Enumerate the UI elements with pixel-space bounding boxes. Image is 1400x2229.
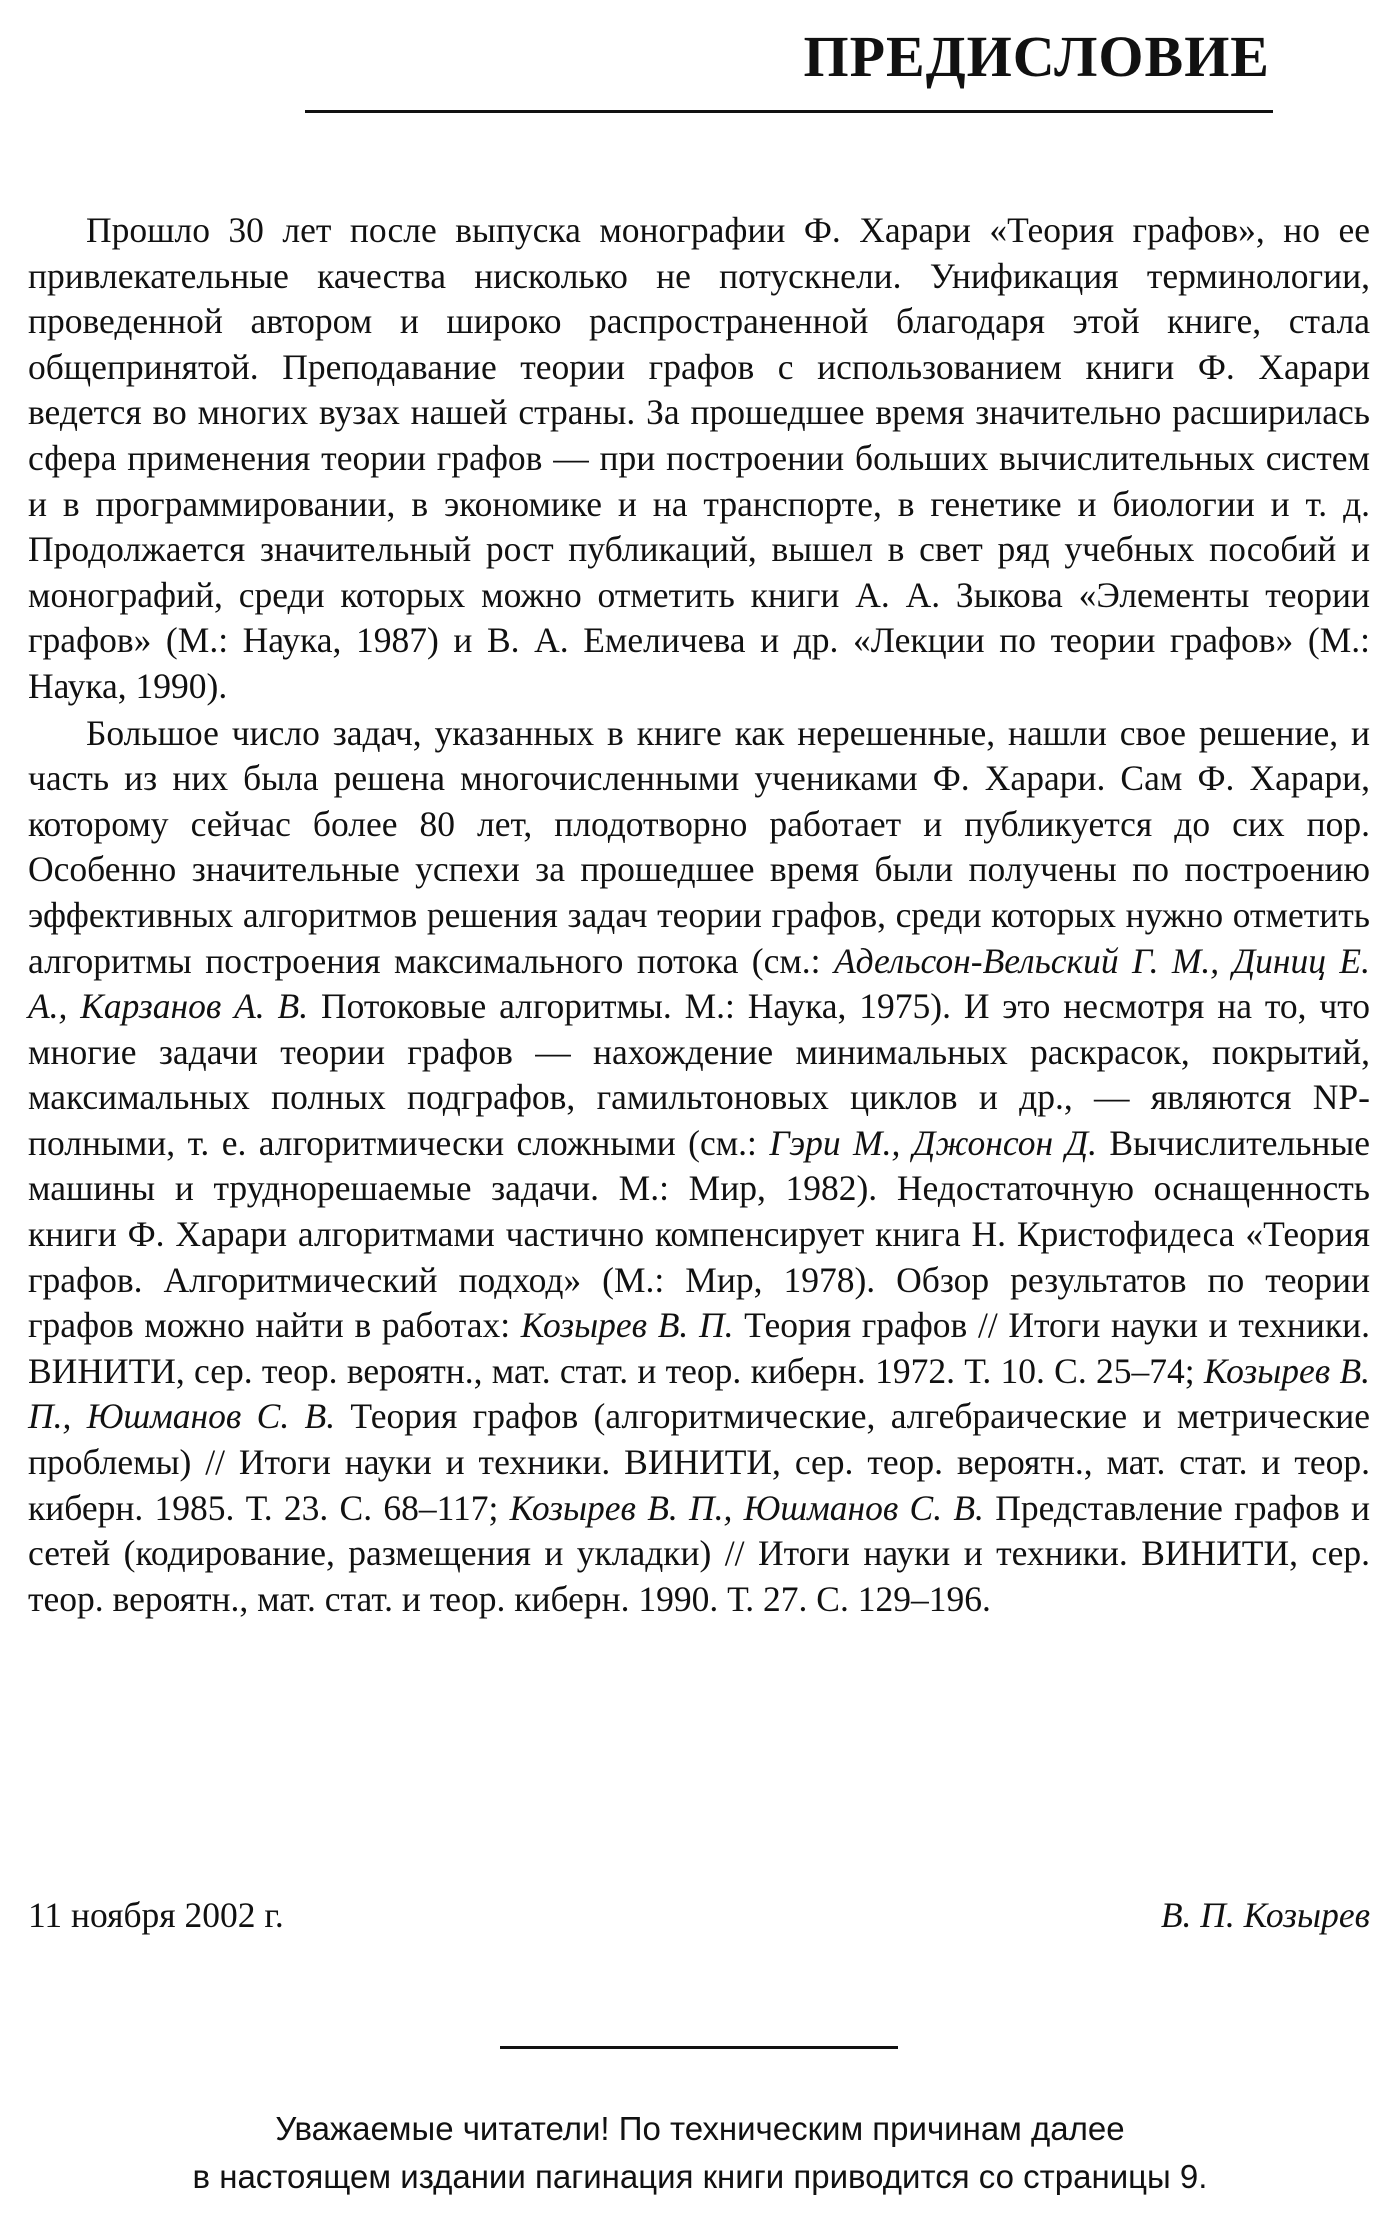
notice-line-2: в настоящем издании пагинация книги приводится со страницы 9.	[192, 2158, 1208, 2195]
text-run: Большое число задач, указанных в книге как нерешенные, нашли свое решение, и часть из них была решена многочисленными учениками Ф. Харари. Сам Ф. Харари, которому сейчас более 80 лет, плодотворно работает и публикуется до сих пор. Особенно значительные успехи за прошедшее время были получены по построению эффективных алгоритмов решения задач теории графов, среди которых нужно отметить алгоритмы построения максимального потока (см.:	[28, 712, 1370, 981]
signature-author: В. П. Козырев	[1160, 1895, 1370, 1935]
text-run: Теория графов (алгоритмические, алгебраические и метрические проблемы) // Итоги науки и техники. ВИНИТИ, сер. теор. вероятн., мат. стат. и теор. киберн. 1985. Т. 23. С. 68–117;	[28, 1396, 1370, 1528]
reader-notice	[60, 2105, 1340, 2201]
signature-row	[28, 1892, 1370, 1938]
italic-reference: Козырев В. П., Юшманов С. В.	[509, 1487, 984, 1528]
italic-reference: Адельсон-Вельский Г. М., Диниц Е. А., Карзанов А. В.	[28, 940, 1370, 1027]
signature-date: 11 ноября 2002 г.	[28, 1895, 284, 1935]
title-divider	[305, 110, 1273, 113]
text-run: Теория графов // Итоги науки и техники. ВИНИТИ, сер. теор. вероятн., мат. стат. и теор. киберн. 1972. Т. 10. С. 25–74;	[28, 1305, 1370, 1391]
preface-body	[28, 208, 1370, 1622]
italic-reference: Гэри М., Джонсон Д.	[769, 1122, 1097, 1163]
text-run: Вычислительные машины и труднорешаемые задачи. М.: Мир, 1982). Недостаточную оснащенность книги Ф. Харари алгоритмами частично компенсирует книга Н. Кристофидеса «Теория графов. Алгоритмический подход» (М.: Мир, 1978). Обзор результатов по теории графов можно найти в работах:	[28, 1122, 1370, 1346]
paragraph-2	[28, 711, 1370, 1623]
text-run: Представление графов и сетей (кодирование, размещения и укладки) // Итоги науки и техники. ВИНИТИ, сер. теор. вероятн., мат. стат. и теор. киберн. 1990. Т. 27. С. 129–196.	[28, 1487, 1371, 1619]
page-title: ПРЕДИСЛОВИЕ	[803, 24, 1270, 89]
italic-reference: Козырев В. П., Юшманов С. В.	[28, 1350, 1371, 1437]
text-run: Прошло 30 лет после выпуска монографии Ф. Харари «Теория графов», но ее привлекательные качества нисколько не потускнели. Унификация терминологии, проведенной автором и широко распространенной благодаря этой книге, стала общепринятой. Преподавание теории графов с использованием книги Ф. Харари ведется во многих вузах нашей страны. За прошедшее время значительно расширилась сфера применения теории графов — при построении больших вычислительных систем и в программировании, в экономике и на транспорте, в генетике и биологии и т. д. Продолжается значительный рост публикаций, вышел в свет ряд учебных пособий и монографий, среди которых можно отметить книги А. А. Зыкова «Элементы теории графов» (М.: Наука, 1987) и В. А. Емеличева и др. «Лекции по теории графов» (М.: Наука, 1990).	[28, 210, 1370, 706]
notice-divider	[500, 2046, 898, 2049]
italic-reference: Козырев В. П.	[520, 1305, 734, 1346]
text-run: Потоковые алгоритмы. М.: Наука, 1975). И это несмотря на то, что многие задачи теории графов — нахождение минимальных раскрасок, покрытий, максимальных полных подграфов, гамильтоновых циклов и др., — являются NP-полными, т. е. алгоритмически сложными (см.:	[28, 986, 1370, 1163]
notice-line-1: Уважаемые читатели! По техническим причинам далее	[275, 2110, 1125, 2147]
paragraph-1	[28, 208, 1370, 710]
